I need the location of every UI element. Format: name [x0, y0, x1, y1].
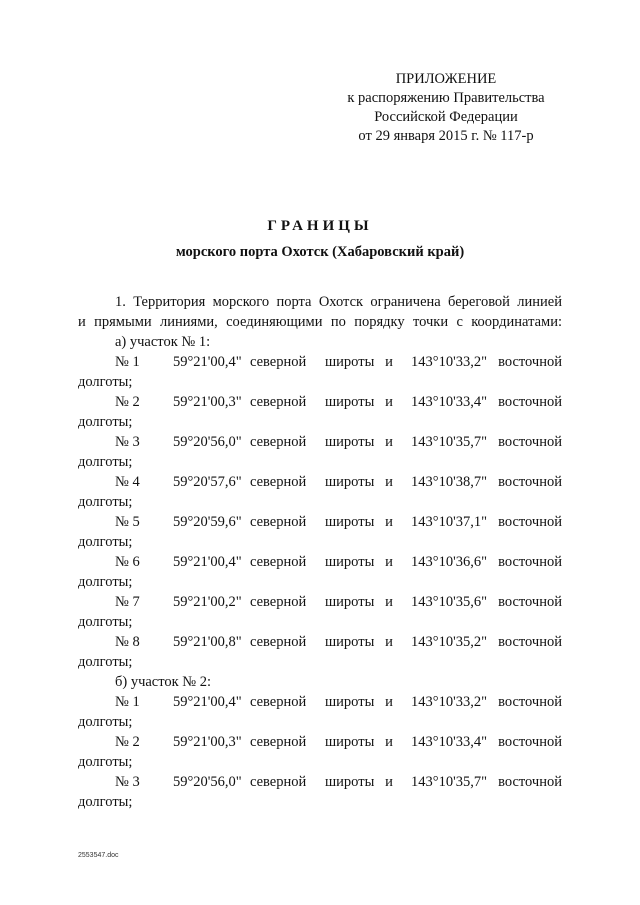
- point-number: № 8: [115, 634, 140, 650]
- coordinate-row: [78, 692, 562, 712]
- coordinate-row: [78, 592, 562, 612]
- coordinate-row: [78, 512, 562, 532]
- longitude-word: долготы;: [78, 414, 133, 430]
- latitude-word: широты: [325, 774, 375, 790]
- coordinate-row: [78, 552, 562, 572]
- latitude-direction: северной: [250, 434, 307, 450]
- intro-paragraph-line: и прямыми линиями, соединяющими по порядку точки с координатами:: [78, 314, 562, 330]
- latitude-word: широты: [325, 554, 375, 570]
- coordinate-row: [78, 472, 562, 492]
- intro-paragraph-line: 1. Территория морского порта Охотск ограничена береговой линией: [115, 294, 562, 310]
- latitude-word: широты: [325, 694, 375, 710]
- longitude-value: 143°10'33,4": [411, 734, 487, 750]
- conjunction: и: [385, 734, 393, 750]
- latitude-word: широты: [325, 354, 375, 370]
- longitude-word: долготы;: [78, 534, 133, 550]
- longitude-direction: восточной: [498, 634, 562, 650]
- conjunction: и: [385, 394, 393, 410]
- latitude-value: 59°21'00,4": [173, 354, 242, 370]
- longitude-value: 143°10'36,6": [411, 554, 487, 570]
- latitude-direction: северной: [250, 734, 307, 750]
- section-label: б) участок № 2:: [115, 674, 212, 690]
- longitude-word: долготы;: [78, 574, 133, 590]
- longitude-word: долготы;: [78, 494, 133, 510]
- longitude-value: 143°10'35,7": [411, 434, 487, 450]
- conjunction: и: [385, 514, 393, 530]
- latitude-value: 59°21'00,4": [173, 694, 242, 710]
- longitude-word: долготы;: [78, 614, 133, 630]
- conjunction: и: [385, 434, 393, 450]
- appendix-date-number: от 29 января 2015 г. № 117-р: [358, 128, 534, 144]
- document-title: ГРАНИЦЫ: [267, 218, 373, 234]
- latitude-word: широты: [325, 434, 375, 450]
- appendix-title: ПРИЛОЖЕНИЕ: [395, 71, 497, 87]
- longitude-value: 143°10'37,1": [411, 514, 487, 530]
- point-number: № 2: [115, 394, 140, 410]
- longitude-value: 143°10'33,4": [411, 394, 487, 410]
- point-number: № 3: [115, 774, 140, 790]
- coordinate-row: [78, 352, 562, 372]
- longitude-value: 143°10'35,7": [411, 774, 487, 790]
- latitude-word: широты: [325, 514, 375, 530]
- conjunction: и: [385, 554, 393, 570]
- longitude-direction: восточной: [498, 734, 562, 750]
- appendix-ref-line: к распоряжению Правительства: [347, 90, 545, 106]
- longitude-value: 143°10'35,2": [411, 634, 487, 650]
- latitude-direction: северной: [250, 354, 307, 370]
- longitude-word: долготы;: [78, 654, 133, 670]
- longitude-direction: восточной: [498, 354, 562, 370]
- longitude-direction: восточной: [498, 694, 562, 710]
- longitude-word: долготы;: [78, 454, 133, 470]
- conjunction: и: [385, 774, 393, 790]
- latitude-direction: северной: [250, 474, 307, 490]
- latitude-word: широты: [325, 634, 375, 650]
- document-body: [78, 292, 562, 812]
- coordinate-row: [78, 392, 562, 412]
- longitude-direction: восточной: [498, 474, 562, 490]
- point-number: № 3: [115, 434, 140, 450]
- conjunction: и: [385, 594, 393, 610]
- section-label: а) участок № 1:: [115, 334, 211, 350]
- conjunction: и: [385, 474, 393, 490]
- latitude-value: 59°20'57,6": [173, 474, 242, 490]
- latitude-value: 59°20'56,0": [173, 774, 242, 790]
- latitude-value: 59°21'00,4": [173, 554, 242, 570]
- coordinate-row: [78, 632, 562, 652]
- document-subtitle: морского порта Охотск (Хабаровский край): [175, 244, 465, 260]
- longitude-word: долготы;: [78, 714, 133, 730]
- latitude-word: широты: [325, 474, 375, 490]
- latitude-value: 59°21'00,2": [173, 594, 242, 610]
- point-number: № 6: [115, 554, 140, 570]
- latitude-direction: северной: [250, 514, 307, 530]
- longitude-value: 143°10'35,6": [411, 594, 487, 610]
- point-number: № 1: [115, 354, 140, 370]
- longitude-direction: восточной: [498, 514, 562, 530]
- appendix-header: [330, 70, 562, 146]
- coordinate-row: [78, 732, 562, 752]
- point-number: № 4: [115, 474, 140, 490]
- longitude-direction: восточной: [498, 434, 562, 450]
- latitude-direction: северной: [250, 634, 307, 650]
- latitude-direction: северной: [250, 554, 307, 570]
- point-number: № 1: [115, 694, 140, 710]
- longitude-value: 143°10'33,2": [411, 694, 487, 710]
- point-number: № 2: [115, 734, 140, 750]
- point-number: № 5: [115, 514, 140, 530]
- latitude-value: 59°20'56,0": [173, 434, 242, 450]
- longitude-word: долготы;: [78, 794, 133, 810]
- longitude-word: долготы;: [78, 374, 133, 390]
- longitude-direction: восточной: [498, 394, 562, 410]
- latitude-value: 59°20'59,6": [173, 514, 242, 530]
- latitude-value: 59°21'00,3": [173, 394, 242, 410]
- latitude-word: широты: [325, 594, 375, 610]
- conjunction: и: [385, 634, 393, 650]
- latitude-direction: северной: [250, 594, 307, 610]
- conjunction: и: [385, 694, 393, 710]
- longitude-value: 143°10'38,7": [411, 474, 487, 490]
- point-number: № 7: [115, 594, 140, 610]
- latitude-value: 59°21'00,3": [173, 734, 242, 750]
- latitude-word: широты: [325, 394, 375, 410]
- latitude-value: 59°21'00,8": [173, 634, 242, 650]
- longitude-direction: восточной: [498, 594, 562, 610]
- longitude-word: долготы;: [78, 754, 133, 770]
- coordinate-row: [78, 432, 562, 452]
- latitude-word: широты: [325, 734, 375, 750]
- coordinate-row: [78, 772, 562, 792]
- latitude-direction: северной: [250, 394, 307, 410]
- latitude-direction: северной: [250, 774, 307, 790]
- longitude-direction: восточной: [498, 774, 562, 790]
- latitude-direction: северной: [250, 694, 307, 710]
- longitude-direction: восточной: [498, 554, 562, 570]
- conjunction: и: [385, 354, 393, 370]
- file-name-footer: 2553547.doc: [78, 852, 119, 859]
- appendix-ref-line: Российской Федерации: [374, 109, 518, 125]
- longitude-value: 143°10'33,2": [411, 354, 487, 370]
